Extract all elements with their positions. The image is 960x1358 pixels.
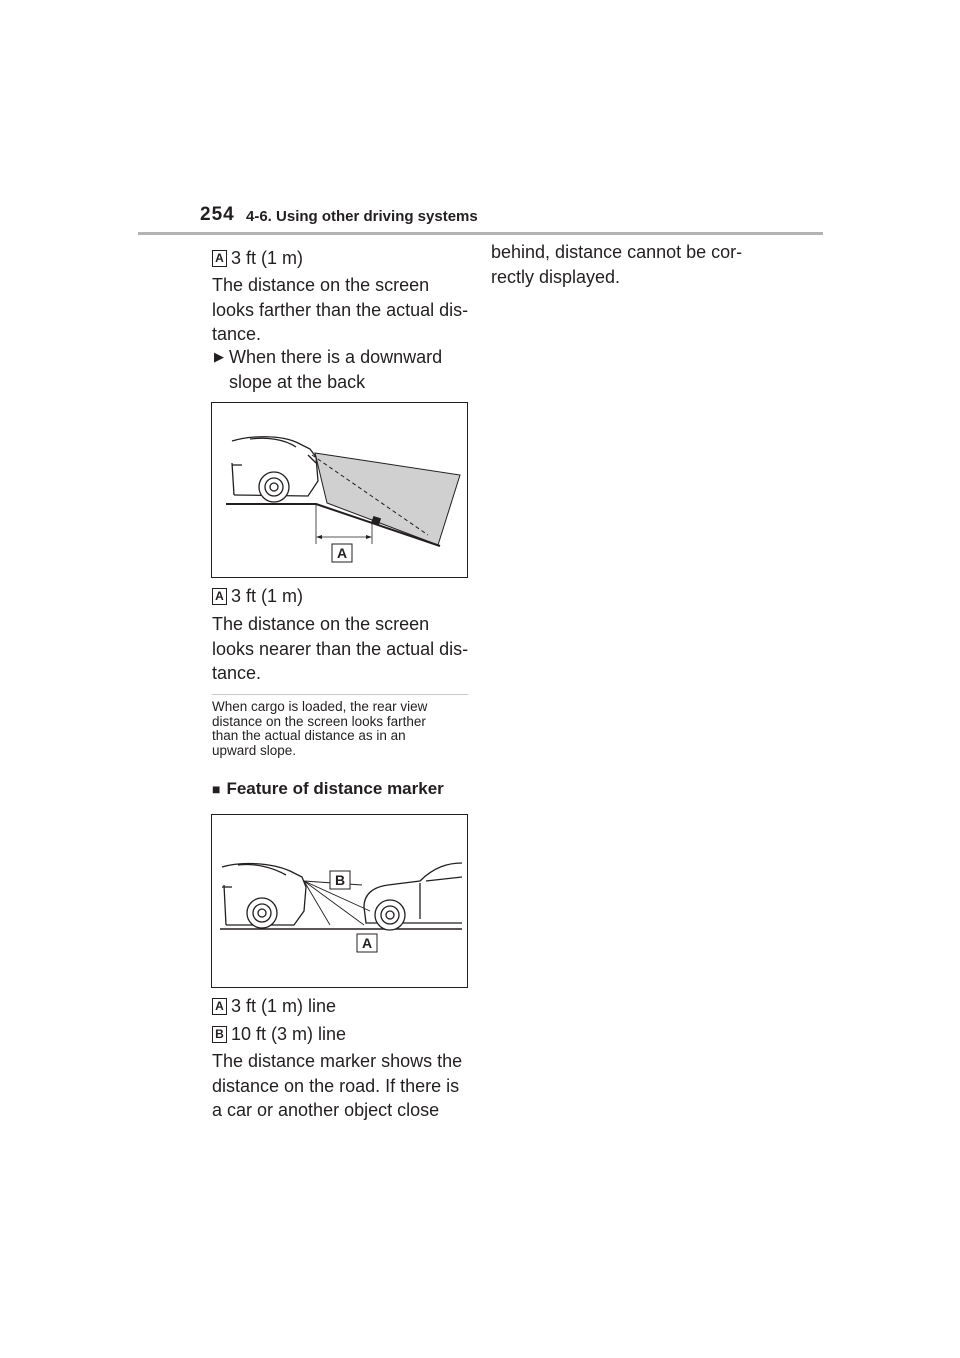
paragraph-line: looks nearer than the actual dis- [212,638,469,659]
paragraph-line: rectly displayed. [491,266,621,287]
paragraph-line: The distance on the screen [212,614,430,634]
dimension-arrow-right [366,535,372,539]
subheading-square-icon: ■ [212,781,221,797]
downward-slope-illustration [212,403,467,577]
bullet-arrow-icon: ▶ [214,349,224,364]
paragraph-line: The distance marker shows the [212,1051,463,1071]
figure-downward-slope [211,402,468,578]
marker-letter-box: B [212,1026,227,1043]
dimension-arrow-left [316,535,322,539]
note-rule [212,694,468,695]
paragraph-line: looks farther than the actual dis- [212,299,469,320]
marker-a-second [212,584,303,608]
paragraph-distance-marker [212,1049,462,1123]
marker-label: 3 ft (1 m) [231,248,304,268]
marker-a-first [212,246,303,270]
rear-car [222,864,306,928]
bullet-line: When there is a downward [229,347,443,367]
paragraph-line: behind, distance cannot be cor- [491,242,743,262]
section-title: 4-6. Using other driving systems [246,208,478,225]
figure-distance-marker [211,814,468,988]
following-car [364,863,462,930]
subheading-distance-marker [212,778,444,800]
marker-label: 3 ft (1 m) line [231,996,337,1016]
figure-label-a: A [336,545,348,561]
paragraph-line: tance. [212,663,262,684]
header-rule [138,232,823,235]
marker-a-line [212,994,336,1018]
bullet-line: slope at the back [229,371,366,392]
distance-marker-illustration [212,815,467,987]
note-line: than the actual distance as in an [212,728,406,744]
rear-car [232,437,318,502]
paragraph-farther [212,273,468,347]
marker-label: 3 ft (1 m) [231,586,304,606]
marker-letter-box: A [212,250,227,267]
paragraph-line: tance. [212,324,262,345]
note-line: upward slope. [212,742,297,758]
marker-letter-box: A [212,588,227,605]
bullet-downward-slope [214,345,443,394]
marker-b-line [212,1022,346,1046]
paragraph-line: distance on the road. If there is [212,1075,460,1096]
figure-label-b: B [334,872,346,888]
marker-label: 10 ft (3 m) line [231,1024,347,1044]
note-line: When cargo is loaded, the rear view [212,699,428,714]
page-number: 254 [200,204,235,225]
paragraph-continued [491,240,742,289]
paragraph-line: a car or another object close [212,1100,440,1121]
marker-letter-box: A [212,998,227,1015]
paragraph-line: The distance on the screen [212,275,430,295]
cargo-note [212,700,472,758]
note-line: distance on the screen looks farther [212,713,426,729]
subheading-text: Feature of distance marker [226,779,444,798]
paragraph-nearer [212,612,468,686]
figure-label-a: A [361,935,373,951]
camera-view-area [315,453,460,545]
